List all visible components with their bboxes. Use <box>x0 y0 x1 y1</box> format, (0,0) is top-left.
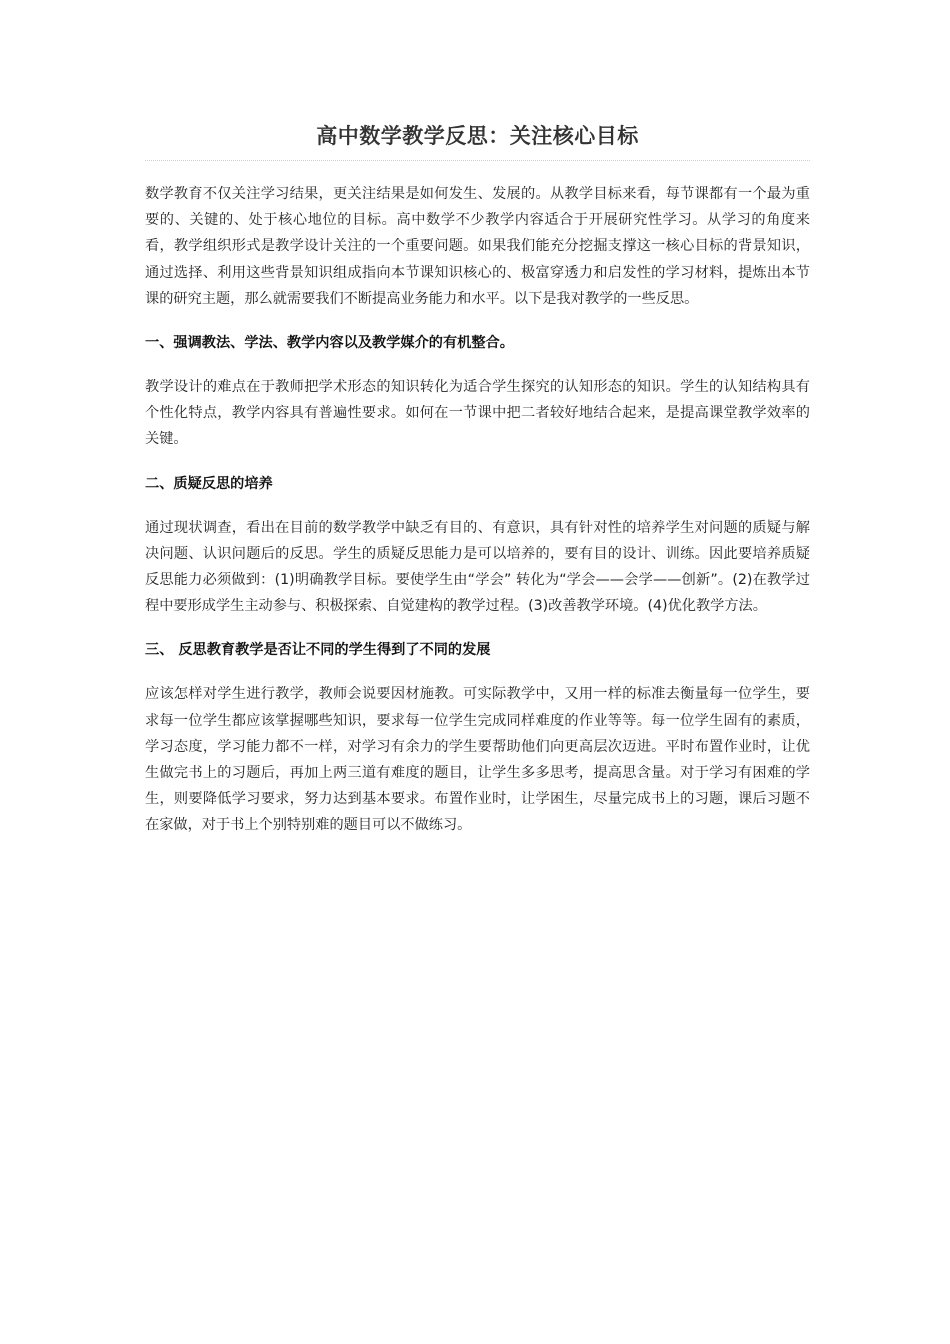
section-heading-3: 三、 反思教育教学是否让不同的学生得到了不同的发展 <box>145 642 491 659</box>
section-body-3: 应该怎样对学生进行教学，教师会说要因材施教。可实际教学中，又用一样的标准去衡量每一位学生，要求每一位学生都应该掌握哪些知识，要求每一位学生完成同样难度的作业等等。每一位学生固有的素质，学习态度，学习能力都不一样，对学习有余力的学生要帮助他们向更高层次迈进。平时布置作业时，让优生做完书上的习题后，再加上两三道有难度的题目，让学生多多思考，提高思含量。对于学习有困难的学生，则要降低学习要求，努力达到基本要求。布置作业时，让学困生，尽量完成书上的习题，课后习题不在家做，对于书上个别特别难的题目可以不做练习。 <box>145 686 810 834</box>
document-page <box>145 118 810 839</box>
section-body-2: 通过现状调查，看出在目前的数学教学中缺乏有目的、有意识，具有针对性的培养学生对问题的质疑与解决问题、认识问题后的反思。学生的质疑反思能力是可以培养的，要有目的设计、训练。因此要培养质疑反思能力必须做到：(1)明确教学目标。要使学生由“学会” 转化为“学会——会学——创新”。(2)在教学过程中要形成学生主动参与、积极探索、自觉建构的教学过程。(3)改善教学环境。(4)优化教学方法。 <box>145 519 810 615</box>
section-heading-2: 二、质疑反思的培养 <box>145 475 273 492</box>
intro-paragraph: 数学教育不仅关注学习结果，更关注结果是如何发生、发展的。从教学目标来看，每节课都有一个最为重要的、关键的、处于核心地位的目标。高中数学不少教学内容适合于开展研究性学习。从学习的角度来看，教学组织形式是教学设计关注的一个重要问题。如果我们能充分挖掘支撑这一核心目标的背景知识，通过选择、利用这些背景知识组成指向本节课知识核心的、极富穿透力和启发性的学习材料，提炼出本节课的研究主题，那么就需要我们不断提高业务能力和水平。以下是我对教学的一些反思。 <box>145 186 810 307</box>
section-heading-1: 一、强调教法、学法、教学内容以及教学媒介的有机整合。 <box>145 335 514 352</box>
title-divider <box>145 160 810 161</box>
section-body-1: 教学设计的难点在于教师把学术形态的知识转化为适合学生探究的认知形态的知识。学生的认知结构具有个性化特点，教学内容具有普遍性要求。如何在一节课中把二者较好地结合起来，是提高课堂教学效率的关键。 <box>145 379 810 448</box>
document-title: 高中数学教学反思：关注核心目标 <box>316 124 639 148</box>
